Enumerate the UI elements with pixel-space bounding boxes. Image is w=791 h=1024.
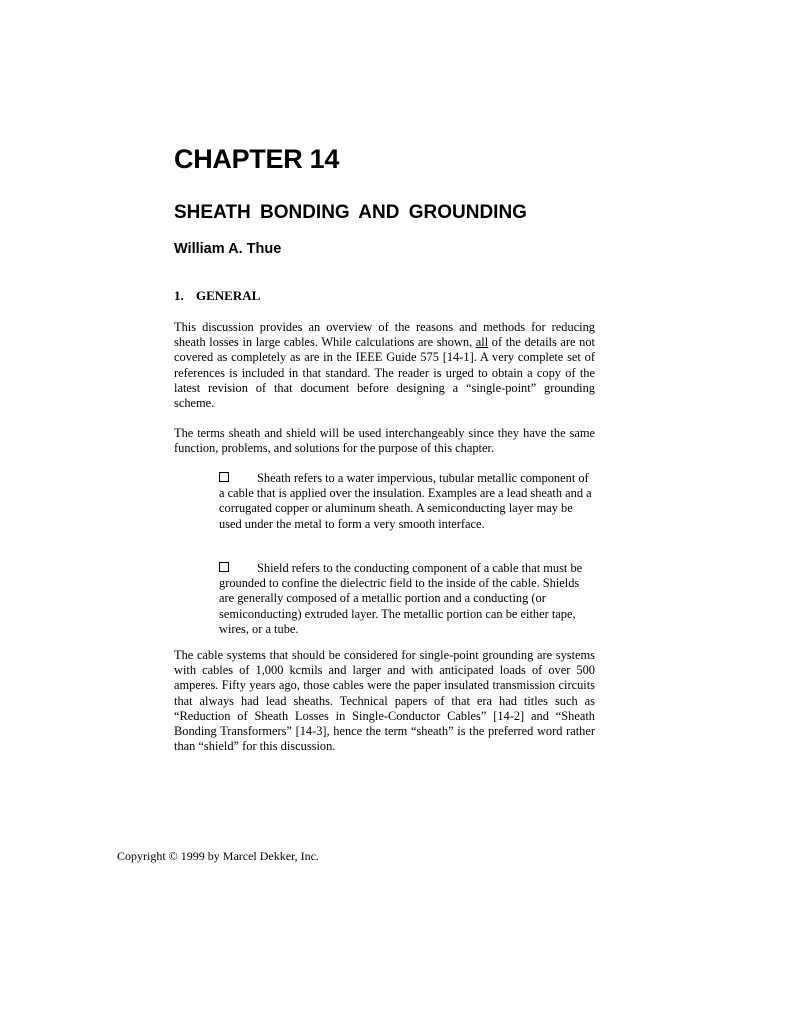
paragraph-intro (174, 320, 595, 411)
checkbox-bullet-icon (219, 472, 229, 482)
chapter-title: CHAPTER 14 (174, 144, 340, 174)
paragraph-terms: The terms sheath and shield will be used interchangeably since they have the same function, problems, and solutions for the purpose of this chapter. (174, 426, 595, 456)
section-number: 1. (174, 288, 184, 303)
paragraph-cable-systems: The cable systems that should be considered for single-point grounding are systems with cables of 1,000 kcmils and larger and with anticipated loads of over 500 amperes. Fifty years ago, those cables were the paper insulated transmission circuits that always had lead sheaths. Technical papers of that era had titles such as “Reduction of Sheath Losses in Single-Conductor Cables” [14-2] and “Sheath Bonding Transformers” [14-3], hence the term “sheath” is the preferred word rather than “shield” for this discussion. (174, 648, 595, 754)
author-name: William A. Thue (174, 241, 282, 257)
bullet-text-sheath: Sheath refers to a water impervious, tubular metallic component of a cable that is applied over the insulation. Examples are a lead sheath and a corrugated copper or aluminum sheath. A semiconducting layer may be used under the metal to form a very smooth interface. (219, 471, 592, 531)
paragraph-intro-text-2: of the details are not covered as completely as are in the IEEE Guide 575 [14-1]. A very complete set of references is included in that standard. The reader is urged to obtain a copy of the latest revision of that document before designing a “single-point” grounding scheme. (174, 335, 595, 411)
section-title: SHEATH BONDING AND GROUNDING (174, 202, 527, 223)
section-heading (174, 289, 260, 302)
bullet-item-sheath (219, 471, 594, 532)
bullet-item-shield (219, 561, 594, 637)
paragraph-intro-text-1: This discussion provides an overview of the reasons and methods for reducing sheath losses in large cables. While calculations are shown, (174, 320, 595, 350)
underlined-word: all (475, 335, 489, 350)
bullet-text-shield: Shield refers to the conducting component of a cable that must be grounded to confine the dielectric field to the inside of the cable. Shields are generally composed of a metallic portion and a conducting (or semiconducting) extruded layer. The metallic portion can be either tape, wires, or a tube. (219, 561, 583, 636)
section-heading-text: GENERAL (196, 288, 261, 303)
checkbox-bullet-icon (219, 562, 229, 572)
copyright-footer: Copyright © 1999 by Marcel Dekker, Inc. (117, 849, 319, 863)
